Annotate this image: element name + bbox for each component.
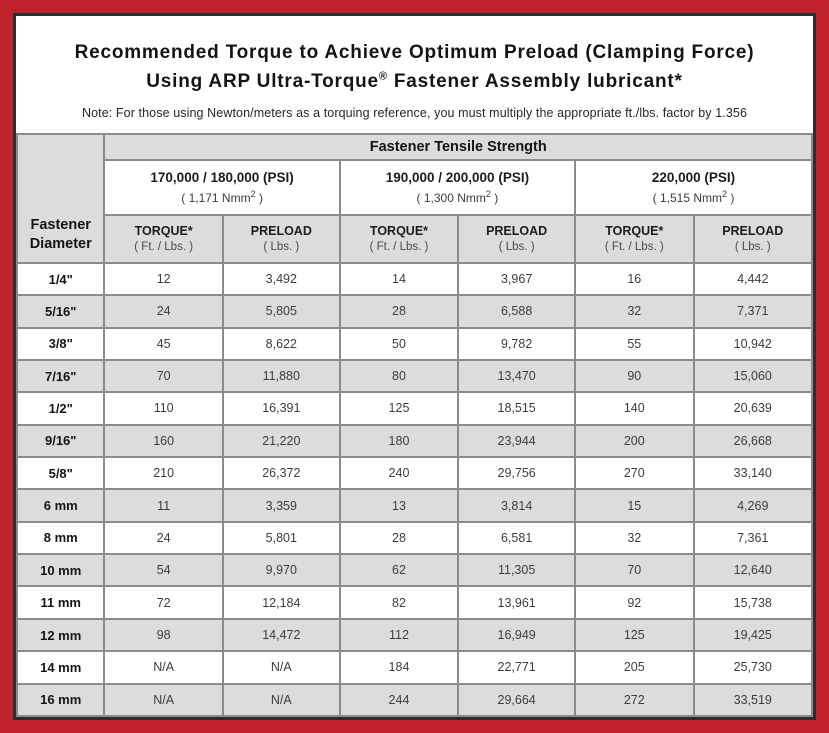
table-row-1-4in: [17, 263, 812, 295]
torque-cell: 180: [340, 425, 458, 457]
torque-cell: 140: [575, 392, 693, 424]
preload-cell: 3,814: [458, 489, 575, 521]
row-diameter: 8 mm: [17, 522, 104, 554]
preload-cell: 16,949: [458, 619, 575, 651]
torque-cell: 62: [340, 554, 458, 586]
row-diameter: 5/8": [17, 457, 104, 489]
preload-cell: 3,967: [458, 263, 575, 295]
table-row-6mm: [17, 489, 812, 521]
torque-cell: 70: [575, 554, 693, 586]
torque-table: [16, 133, 813, 717]
preload-cell: 10,942: [694, 328, 812, 360]
preload-cell: 20,639: [694, 392, 812, 424]
preload-cell: 6,588: [458, 295, 575, 327]
preload-cell: 22,771: [458, 651, 575, 683]
tensile-strength-header-row: [17, 134, 812, 160]
torque-header-1: TORQUE* ( Ft. / Lbs. ): [104, 215, 222, 263]
torque-cell: 12: [104, 263, 222, 295]
preload-cell: 4,269: [694, 489, 812, 521]
preload-cell: 29,756: [458, 457, 575, 489]
page-title: [16, 38, 813, 97]
torque-cell: 125: [575, 619, 693, 651]
torque-cell: 70: [104, 360, 222, 392]
preload-cell: 23,944: [458, 425, 575, 457]
psi-group-170-180: 170,000 / 180,000 (PSI) ( 1,171 Nmm$^2$ ): [104, 160, 339, 215]
row-diameter: 7/16": [17, 360, 104, 392]
torque-header-2: TORQUE* ( Ft. / Lbs. ): [340, 215, 458, 263]
preload-header-1: PRELOAD ( Lbs. ): [223, 215, 340, 263]
row-diameter: 12 mm: [17, 619, 104, 651]
preload-cell: 3,492: [223, 263, 340, 295]
preload-cell: 3,359: [223, 489, 340, 521]
table-row-5-8in: [17, 457, 812, 489]
registered-trademark-symbol: ®: [378, 71, 388, 84]
preload-cell: 11,880: [223, 360, 340, 392]
preload-cell: 5,801: [223, 522, 340, 554]
torque-cell: 24: [104, 522, 222, 554]
row-diameter: 11 mm: [17, 586, 104, 618]
torque-cell: N/A: [104, 651, 222, 683]
row-diameter: 16 mm: [17, 684, 104, 716]
table-row-1-2in: [17, 392, 812, 424]
preload-cell: 29,664: [458, 684, 575, 716]
table-row-5-16in: [17, 295, 812, 327]
torque-cell: 82: [340, 586, 458, 618]
preload-cell: N/A: [223, 684, 340, 716]
preload-cell: 9,970: [223, 554, 340, 586]
torque-cell: 184: [340, 651, 458, 683]
row-diameter: 1/4": [17, 263, 104, 295]
torque-header-3: TORQUE* ( Ft. / Lbs. ): [575, 215, 693, 263]
torque-cell: 112: [340, 619, 458, 651]
torque-cell: 80: [340, 360, 458, 392]
preload-header-3: PRELOAD ( Lbs. ): [694, 215, 812, 263]
content-panel: [13, 13, 816, 720]
table-row-12mm: [17, 619, 812, 651]
row-diameter: 5/16": [17, 295, 104, 327]
preload-cell: 16,391: [223, 392, 340, 424]
torque-cell: 55: [575, 328, 693, 360]
torque-cell: 11: [104, 489, 222, 521]
psi-group-header-row: [17, 160, 812, 215]
preload-cell: 13,470: [458, 360, 575, 392]
table-row-14mm: [17, 651, 812, 683]
page-title-line1: Recommended Torque to Achieve Optimum Preload (Clamping Force): [74, 42, 755, 63]
preload-cell: 5,805: [223, 295, 340, 327]
preload-cell: 14,472: [223, 619, 340, 651]
torque-cell: 72: [104, 586, 222, 618]
torque-cell: 28: [340, 295, 458, 327]
row-diameter: 9/16": [17, 425, 104, 457]
row-diameter: 6 mm: [17, 489, 104, 521]
psi-group-190-200: 190,000 / 200,000 (PSI) ( 1,300 Nmm$^2$ ): [340, 160, 575, 215]
preload-cell: 9,782: [458, 328, 575, 360]
torque-cell: 50: [340, 328, 458, 360]
preload-cell: 15,060: [694, 360, 812, 392]
preload-cell: 8,622: [223, 328, 340, 360]
torque-cell: 244: [340, 684, 458, 716]
torque-preload-header-row: [17, 215, 812, 263]
torque-cell: 14: [340, 263, 458, 295]
preload-cell: 21,220: [223, 425, 340, 457]
fastener-tensile-strength-header: Fastener Tensile Strength: [104, 134, 812, 160]
preload-cell: 7,371: [694, 295, 812, 327]
preload-cell: 15,738: [694, 586, 812, 618]
preload-cell: 18,515: [458, 392, 575, 424]
preload-cell: 4,442: [694, 263, 812, 295]
torque-cell: 240: [340, 457, 458, 489]
torque-cell: 125: [340, 392, 458, 424]
torque-cell: 110: [104, 392, 222, 424]
torque-cell: 54: [104, 554, 222, 586]
preload-cell: 26,668: [694, 425, 812, 457]
torque-cell: 200: [575, 425, 693, 457]
torque-cell: 205: [575, 651, 693, 683]
torque-cell: 45: [104, 328, 222, 360]
psi-group-220: 220,000 (PSI) ( 1,515 Nmm$^2$ ): [575, 160, 812, 215]
table-row-8mm: [17, 522, 812, 554]
row-diameter: 10 mm: [17, 554, 104, 586]
torque-cell: 28: [340, 522, 458, 554]
preload-cell: 6,581: [458, 522, 575, 554]
torque-cell: 32: [575, 522, 693, 554]
table-row-9-16in: [17, 425, 812, 457]
preload-cell: N/A: [223, 651, 340, 683]
preload-cell: 33,519: [694, 684, 812, 716]
page-title-line2: Using ARP Ultra-Torque® Fastener Assembly lubricant*: [146, 71, 683, 93]
preload-cell: 11,305: [458, 554, 575, 586]
table-row-11mm: [17, 586, 812, 618]
table-row-3-8in: [17, 328, 812, 360]
preload-cell: 19,425: [694, 619, 812, 651]
table-row-16mm: [17, 684, 812, 716]
torque-cell: 13: [340, 489, 458, 521]
fastener-diameter-header: Fastener Diameter: [17, 134, 104, 263]
torque-cell: 32: [575, 295, 693, 327]
newton-meters-note: Note: For those using Newton/meters as a torquing reference, you must multiply the appropriate ft./lbs. factor by 1.356: [81, 105, 747, 120]
preload-cell: 25,730: [694, 651, 812, 683]
torque-cell: N/A: [104, 684, 222, 716]
preload-header-2: PRELOAD ( Lbs. ): [458, 215, 575, 263]
torque-cell: 272: [575, 684, 693, 716]
torque-cell: 16: [575, 263, 693, 295]
torque-cell: 90: [575, 360, 693, 392]
torque-cell: 15: [575, 489, 693, 521]
preload-cell: 26,372: [223, 457, 340, 489]
preload-cell: 12,640: [694, 554, 812, 586]
torque-cell: 160: [104, 425, 222, 457]
torque-cell: 24: [104, 295, 222, 327]
preload-cell: 7,361: [694, 522, 812, 554]
table-row-7-16in: [17, 360, 812, 392]
torque-cell: 98: [104, 619, 222, 651]
torque-cell: 92: [575, 586, 693, 618]
table-row-10mm: [17, 554, 812, 586]
torque-cell: 210: [104, 457, 222, 489]
preload-cell: 33,140: [694, 457, 812, 489]
row-diameter: 1/2": [17, 392, 104, 424]
row-diameter: 14 mm: [17, 651, 104, 683]
torque-cell: 270: [575, 457, 693, 489]
preload-cell: 13,961: [458, 586, 575, 618]
preload-cell: 12,184: [223, 586, 340, 618]
row-diameter: 3/8": [17, 328, 104, 360]
torque-table-wrapper: [16, 133, 813, 717]
